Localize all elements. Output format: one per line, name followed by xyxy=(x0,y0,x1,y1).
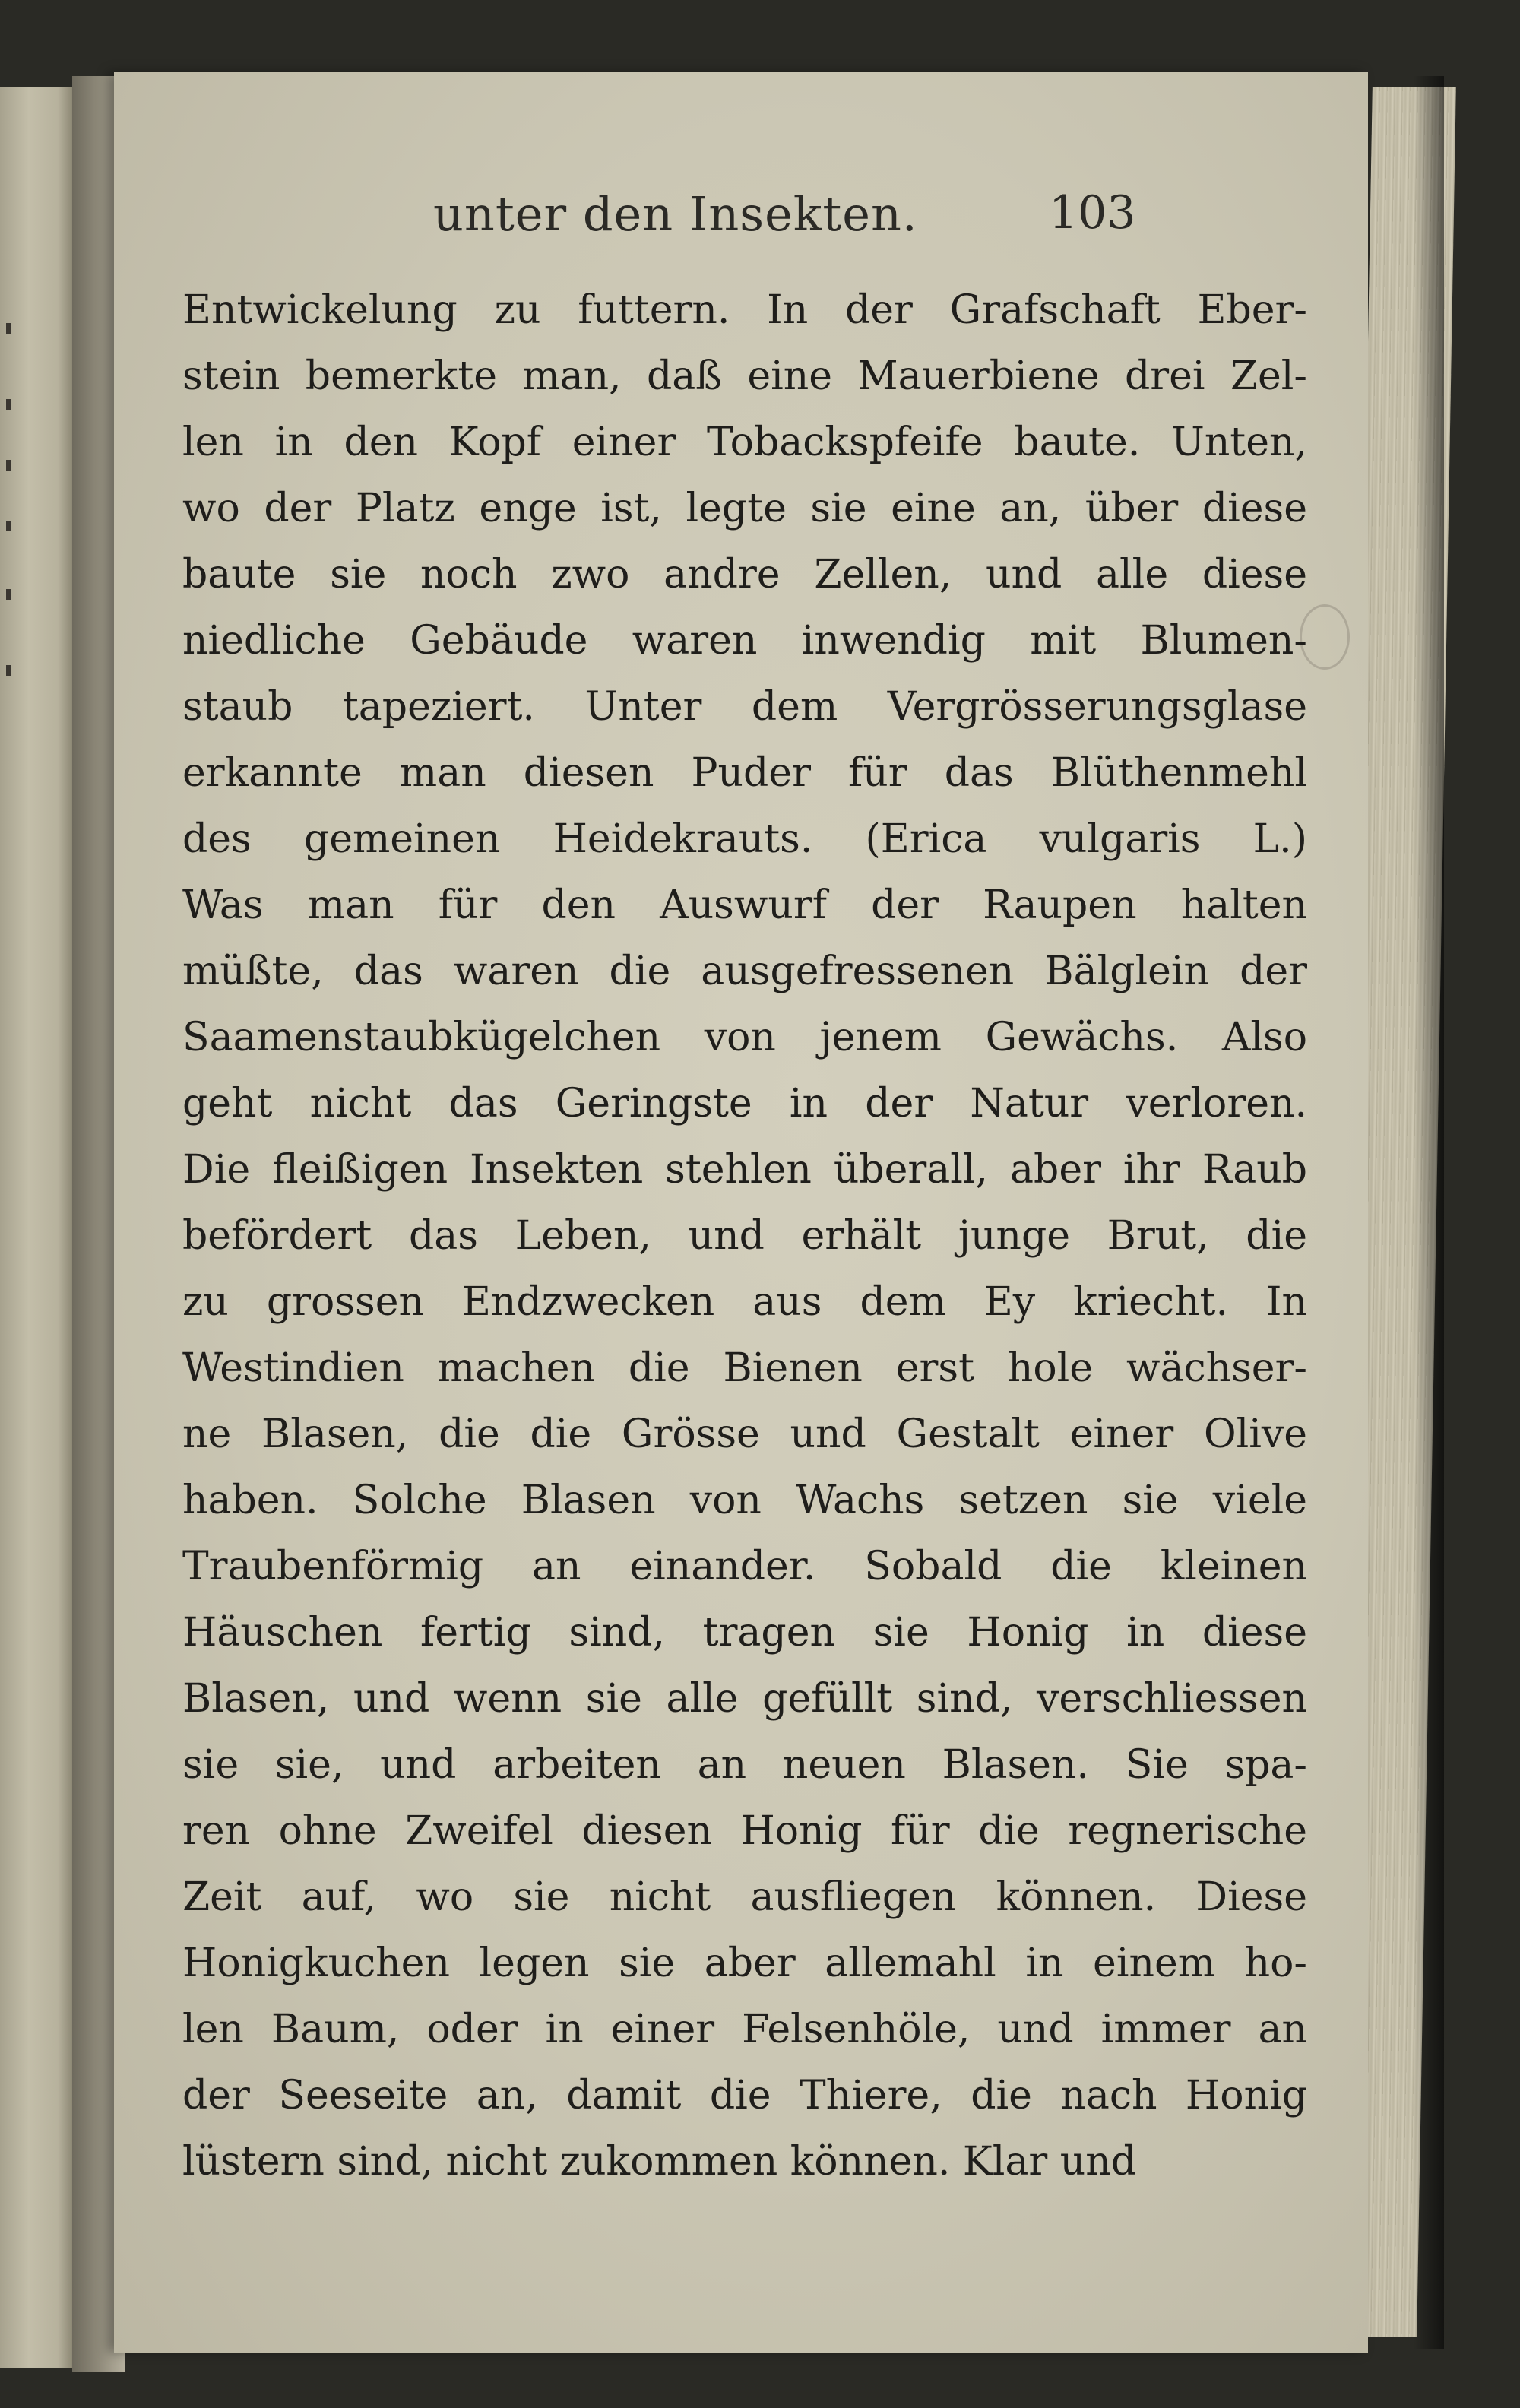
text-line: wo der Platz enge ist, legte sie eine an, über diese xyxy=(182,486,1307,531)
text-line: zu grossen Endzwecken aus dem Ey kriecht. In xyxy=(182,1279,1307,1325)
facing-page-mark xyxy=(6,665,11,676)
text-line: müßte, das waren die ausgefressenen Bälglein der xyxy=(182,949,1307,994)
text-line: Was man für den Auswurf der Raupen halten xyxy=(182,882,1307,928)
text-line: des gemeinen Heidekrauts. (Erica vulgaris L.) xyxy=(182,816,1307,862)
text-line: Zeit auf, wo sie nicht ausfliegen können. Diese xyxy=(182,1874,1307,1920)
page-stack-shadow xyxy=(1414,76,1444,2349)
running-head: unter den Insekten. xyxy=(433,186,918,242)
page-number: 103 xyxy=(1049,186,1136,239)
text-line: stein bemerkte man, daß eine Mauerbiene drei Zel- xyxy=(182,353,1307,399)
facing-page-mark xyxy=(6,399,11,410)
text-line: Traubenförmig an einander. Sobald die kleinen xyxy=(182,1544,1307,1589)
body-text xyxy=(182,277,1307,2195)
text-line: erkannte man diesen Puder für das Blüthenmehl xyxy=(182,750,1307,796)
text-line: niedliche Gebäude waren inwendig mit Blumen- xyxy=(182,618,1307,664)
book-page xyxy=(114,72,1368,2353)
text-line: geht nicht das Geringste in der Natur verloren. xyxy=(182,1081,1307,1126)
text-line: ren ohne Zweifel diesen Honig für die regnerische xyxy=(182,1808,1307,1854)
page-header xyxy=(114,186,1368,277)
facing-page-mark xyxy=(6,589,11,600)
text-line: Häuschen fertig sind, tragen sie Honig in diese xyxy=(182,1610,1307,1656)
text-line: der Seeseite an, damit die Thiere, die nach Honig xyxy=(182,2073,1307,2118)
text-line: len in den Kopf einer Tobackspfeife baute. Unten, xyxy=(182,420,1307,465)
text-line: Saamenstaubkügelchen von jenem Gewächs. Also xyxy=(182,1015,1307,1060)
text-line: Entwickelung zu futtern. In der Grafschaft Eber- xyxy=(182,287,1307,333)
text-line: ne Blasen, die die Grösse und Gestalt einer Olive xyxy=(182,1412,1307,1457)
text-line: befördert das Leben, und erhält junge Brut, die xyxy=(182,1213,1307,1259)
text-line: Westindien machen die Bienen erst hole wächser- xyxy=(182,1345,1307,1391)
facing-page-mark xyxy=(6,460,11,471)
text-line: Die fleißigen Insekten stehlen überall, aber ihr Raub xyxy=(182,1147,1307,1193)
facing-page-mark xyxy=(6,521,11,531)
text-line: staub tapeziert. Unter dem Vergrösserungsglase xyxy=(182,684,1307,730)
text-line: haben. Solche Blasen von Wachs setzen sie viele xyxy=(182,1478,1307,1523)
text-line: sie sie, und arbeiten an neuen Blasen. Sie spa- xyxy=(182,1742,1307,1788)
facing-page-edge xyxy=(0,87,72,2368)
text-line: baute sie noch zwo andre Zellen, und alle diese xyxy=(182,552,1307,597)
text-line: len Baum, oder in einer Felsenhöle, und immer an xyxy=(182,2007,1307,2052)
text-line: Honigkuchen legen sie aber allemahl in einem ho- xyxy=(182,1941,1307,1986)
facing-page-mark xyxy=(6,323,11,334)
text-line: Blasen, und wenn sie alle gefüllt sind, verschliessen xyxy=(182,1676,1307,1722)
text-line: lüstern sind, nicht zukommen können. Klar und xyxy=(182,2139,1137,2185)
